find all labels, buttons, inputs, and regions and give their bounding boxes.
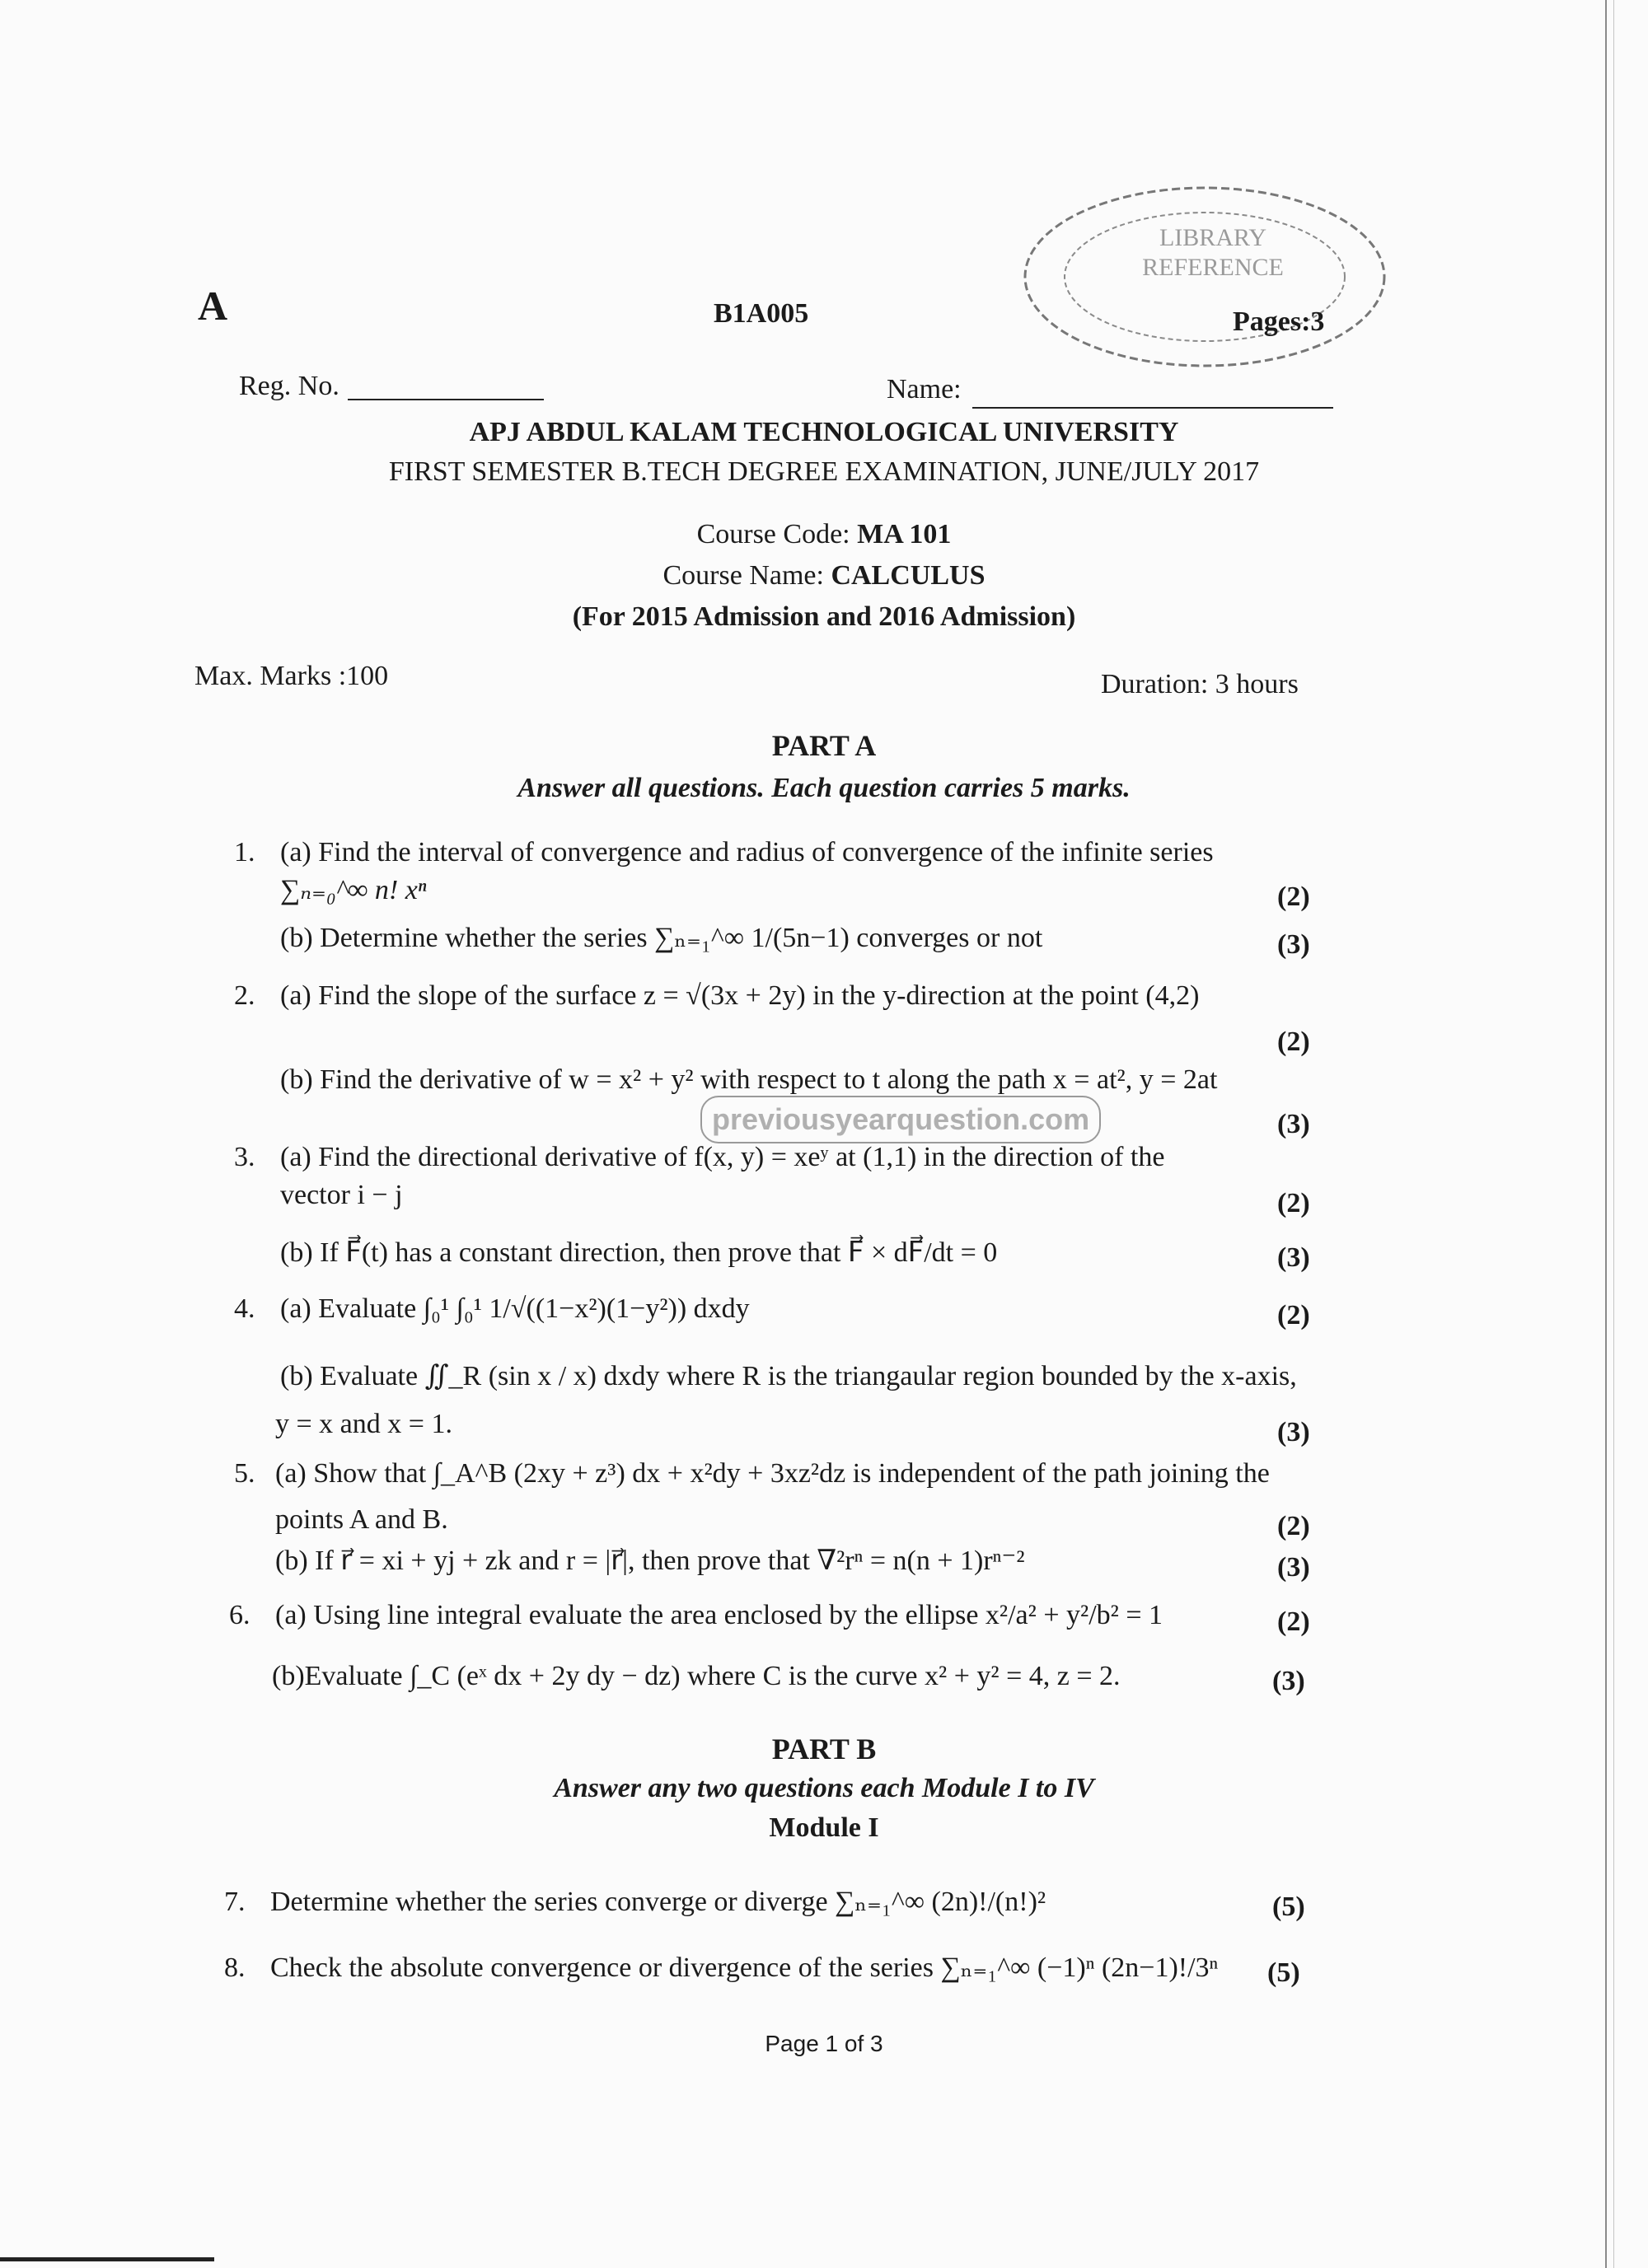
set-label: A xyxy=(198,283,228,329)
q7-text: Determine whether the series converge or diverge ∑ₙ₌₁^∞ (2n)!/(n!)² xyxy=(270,1887,1046,1917)
q7-number: 7. xyxy=(224,1887,246,1917)
q8-marks: (5) xyxy=(1267,1957,1300,1988)
page-number: Page 1 of 3 xyxy=(765,2031,883,2056)
q2b-text: (b) Find the derivative of w = x² + y² with respect to t along the path x = at², y = 2at xyxy=(280,1064,1218,1095)
q1b-marks: (3) xyxy=(1277,929,1310,960)
watermark: previousyearquestion.com xyxy=(700,1096,1101,1143)
q2a-text: (a) Find the slope of the surface z = √(3x + 2y) in the y-direction at the point (4,2) xyxy=(280,980,1200,1011)
q3a-line1: (a) Find the directional derivative of f(x, y) = xeʸ at (1,1) in the direction of the xyxy=(280,1142,1165,1172)
q4b-marks: (3) xyxy=(1277,1417,1310,1447)
course-name-line xyxy=(0,560,1648,591)
q1b-text: (b) Determine whether the series ∑ₙ₌₁^∞ 1/(5n−1) converges or not xyxy=(280,923,1043,953)
duration: Duration: 3 hours xyxy=(1101,669,1299,699)
stamp-line-2: REFERENCE xyxy=(1142,254,1284,281)
part-a-instruction: Answer all questions. Each question carries 5 marks. xyxy=(517,773,1131,803)
name-label: Name: xyxy=(887,374,962,404)
course-code-line xyxy=(0,519,1648,549)
reg-no-line xyxy=(348,399,544,400)
q8-number: 8. xyxy=(224,1952,246,1983)
max-marks: Max. Marks :100 xyxy=(194,661,389,691)
q1a-line1 xyxy=(280,837,1371,867)
pages-label: Pages:3 xyxy=(1233,306,1325,337)
q2b-marks: (3) xyxy=(1277,1109,1310,1139)
q3a-marks: (2) xyxy=(1277,1188,1310,1218)
stamp-line-1: LIBRARY xyxy=(1159,224,1267,251)
q5-number: 5. xyxy=(234,1458,255,1489)
q5b-text: (b) If r⃗ = xi + yj + zk and r = |r⃗|, then prove that ∇²rⁿ = n(n + 1)rⁿ⁻² xyxy=(275,1546,1025,1576)
q8-text: Check the absolute convergence or divergence of the series ∑ₙ₌₁^∞ (−1)ⁿ (2n−1)!/3ⁿ xyxy=(270,1952,1219,1983)
course-name-label: Course Name: xyxy=(662,560,824,591)
scan-bottom-line xyxy=(0,2257,214,2261)
course-code-label: Course Code: xyxy=(696,519,850,549)
q6-number: 6. xyxy=(229,1600,250,1630)
q4a-text: (a) Evaluate ∫₀¹ ∫₀¹ 1/√((1−x²)(1−y²)) dxdy xyxy=(280,1293,750,1324)
q3a-line2: vector i − j xyxy=(280,1180,403,1210)
admission-note: (For 2015 Admission and 2016 Admission) xyxy=(572,601,1076,632)
scan-edge-line xyxy=(1605,0,1607,2268)
q3b-marks: (3) xyxy=(1277,1242,1310,1273)
q5a-line2: points A and B. xyxy=(275,1504,448,1535)
part-b-instruction: Answer any two questions each Module I to IV xyxy=(554,1773,1094,1803)
q7-marks: (5) xyxy=(1272,1892,1305,1922)
q5b-marks: (3) xyxy=(1277,1552,1310,1583)
name-line xyxy=(972,407,1333,409)
q6a-text: (a) Using line integral evaluate the area enclosed by the ellipse x²/a² + y²/b² = 1 xyxy=(275,1600,1163,1630)
module-title: Module I xyxy=(769,1812,879,1843)
library-stamp xyxy=(1015,178,1394,384)
scan-edge-line-2 xyxy=(1613,0,1614,2268)
q5a-line1: (a) Show that ∫_A^B (2xy + z³) dx + x²dy + 3xz²dz is independent of the path joining the xyxy=(275,1458,1270,1489)
q1a-text-1: (a) Find the interval of convergence and radius of convergence of the infinite series xyxy=(280,837,1214,867)
university-name: APJ ABDUL KALAM TECHNOLOGICAL UNIVERSITY xyxy=(469,417,1179,447)
q1-number: 1. xyxy=(234,837,255,867)
part-a-title: PART A xyxy=(771,729,877,762)
q4-number: 4. xyxy=(234,1293,255,1324)
q5a-marks: (2) xyxy=(1277,1511,1310,1541)
q6a-marks: (2) xyxy=(1277,1606,1310,1637)
course-name: CALCULUS xyxy=(831,560,986,591)
part-b-title: PART B xyxy=(771,1733,877,1765)
q3b-text: (b) If F⃗(t) has a constant direction, then prove that F⃗ × dF⃗/dt = 0 xyxy=(280,1237,998,1268)
course-code: MA 101 xyxy=(857,519,952,549)
q2-number: 2. xyxy=(234,980,255,1011)
q4a-marks: (2) xyxy=(1277,1300,1310,1330)
q1a-line2: ∑ₙ₌₀^∞ n! xⁿ xyxy=(280,875,427,905)
q1a-marks: (2) xyxy=(1277,881,1310,912)
q2a-marks: (2) xyxy=(1277,1026,1310,1057)
q6b-text: (b)Evaluate ∫_C (eˣ dx + 2y dy − dz) where C is the curve x² + y² = 4, z = 2. xyxy=(272,1661,1121,1691)
q3-number: 3. xyxy=(234,1142,255,1172)
reg-no-label: Reg. No. xyxy=(239,371,339,401)
paper-code: B1A005 xyxy=(714,298,809,329)
q4b-line2: y = x and x = 1. xyxy=(275,1409,452,1439)
exam-title: FIRST SEMESTER B.TECH DEGREE EXAMINATION, JUNE/JULY 2017 xyxy=(388,456,1260,487)
q6b-marks: (3) xyxy=(1272,1666,1305,1696)
q4b-line1: (b) Evaluate ∬_R (sin x / x) dxdy where R is the triangaular region bounded by the x-axis, xyxy=(280,1361,1297,1391)
